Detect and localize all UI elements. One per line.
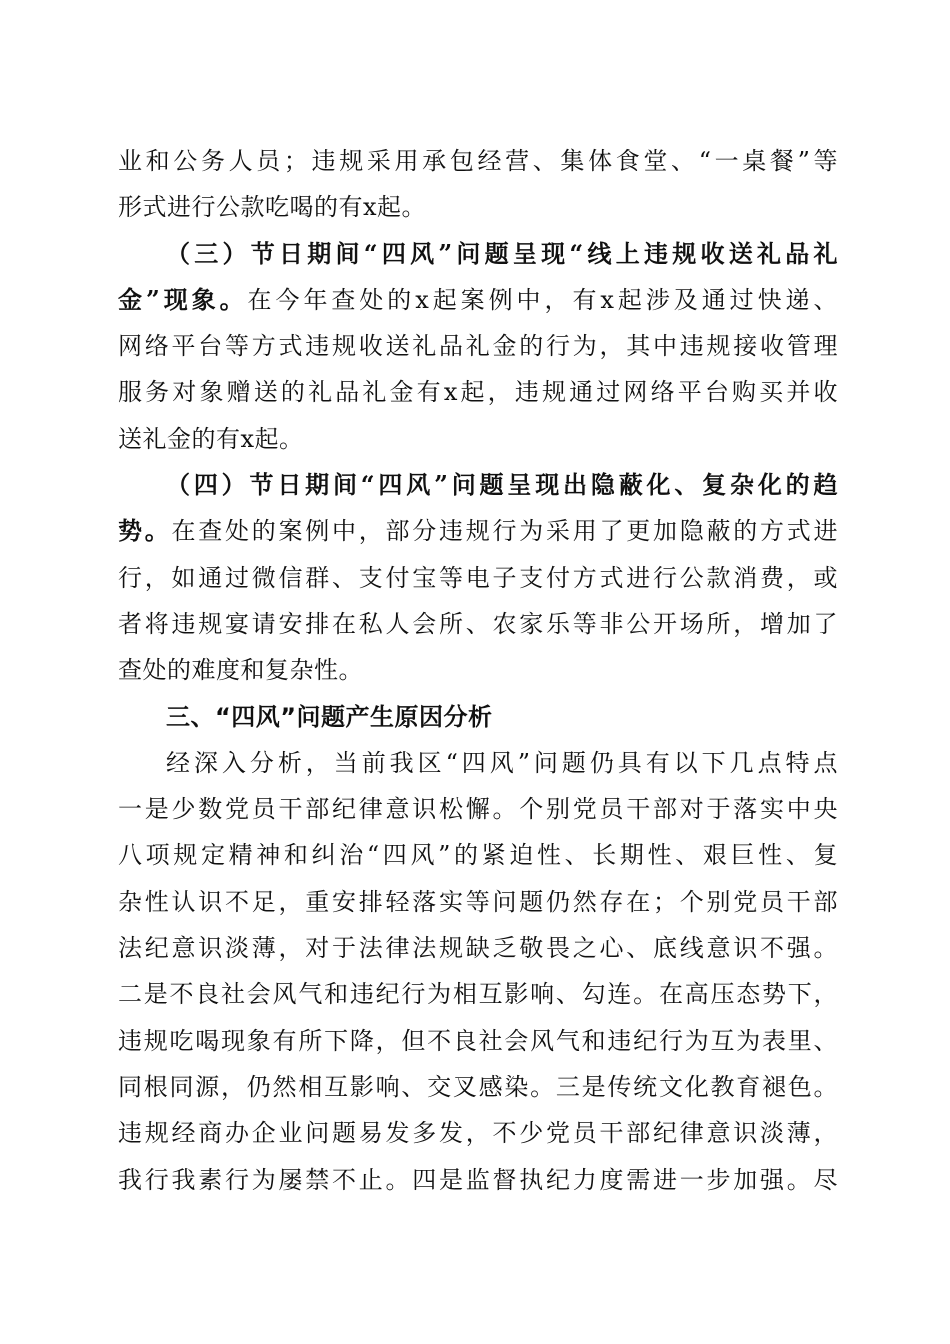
text-line: 网络平台等方式违规收送礼品礼金的行为，其中违规接收管理 (118, 332, 838, 361)
subheading-tail: 金”现象。 (118, 284, 248, 314)
text-line: 者将违规宴请安排在私人会所、农家乐等非公开场所，增加了 (118, 609, 838, 638)
text-line: 行，如通过微信群、支付宝等电子支付方式进行公款消费，或 (118, 563, 838, 592)
text-segment: 在今年查处的x起案例中，有x起涉及通过快递、 (247, 285, 838, 314)
text-line (118, 508, 838, 554)
text-line: 违规吃喝现象有所下降，但不良社会风气和违纪行为互为表里、 (118, 1026, 838, 1055)
text-line: 二是不良社会风气和违纪行为相互影响、勾连。在高压态势下， (118, 980, 838, 1009)
subheading-tail: 势。 (118, 516, 172, 546)
subheading-line: （三）节日期间“四风”问题呈现“线上违规收送礼品礼 (166, 238, 838, 268)
section-heading: 三、“四风”问题产生原因分析 (166, 702, 493, 731)
text-line: 一是少数党员干部纪律意识松懈。个别党员干部对于落实中央 (118, 795, 838, 824)
text-line: 服务对象赠送的礼品礼金有x起，违规通过网络平台购买并收 (118, 378, 838, 407)
text-line: 八项规定精神和纠治“四风”的紧迫性、长期性、艰巨性、复 (118, 841, 838, 870)
text-line: 杂性认识不足，重安排轻落实等问题仍然存在；个别党员干部 (118, 887, 838, 916)
text-line: 同根同源，仍然相互影响、交叉感染。三是传统文化教育褪色。 (118, 1072, 838, 1101)
text-line (118, 277, 838, 323)
text-line: 查处的难度和复杂性。 (118, 656, 363, 685)
text-line: 违规经商办企业问题易发多发，不少党员干部纪律意识淡薄， (118, 1119, 838, 1148)
subheading-line: （四）节日期间“四风”问题呈现出隐蔽化、复杂化的趋 (166, 470, 838, 500)
text-line: 我行我素行为屡禁不止。四是监督执纪力度需进一步加强。尽 (118, 1165, 838, 1194)
text-line: 送礼金的有x起。 (118, 424, 304, 453)
document-body (118, 138, 838, 1203)
text-line: 经深入分析，当前我区“四风”问题仍具有以下几点特点 (166, 748, 838, 777)
text-segment: 在查处的案例中，部分违规行为采用了更加隐蔽的方式进 (171, 517, 838, 546)
text-line: 法纪意识淡薄，对于法律法规缺乏敬畏之心、底线意识不强。 (118, 934, 838, 963)
text-line: 业和公务人员；违规采用承包经营、集体食堂、“一桌餐”等 (118, 147, 838, 175)
text-line: 形式进行公款吃喝的有x起。 (118, 193, 427, 222)
